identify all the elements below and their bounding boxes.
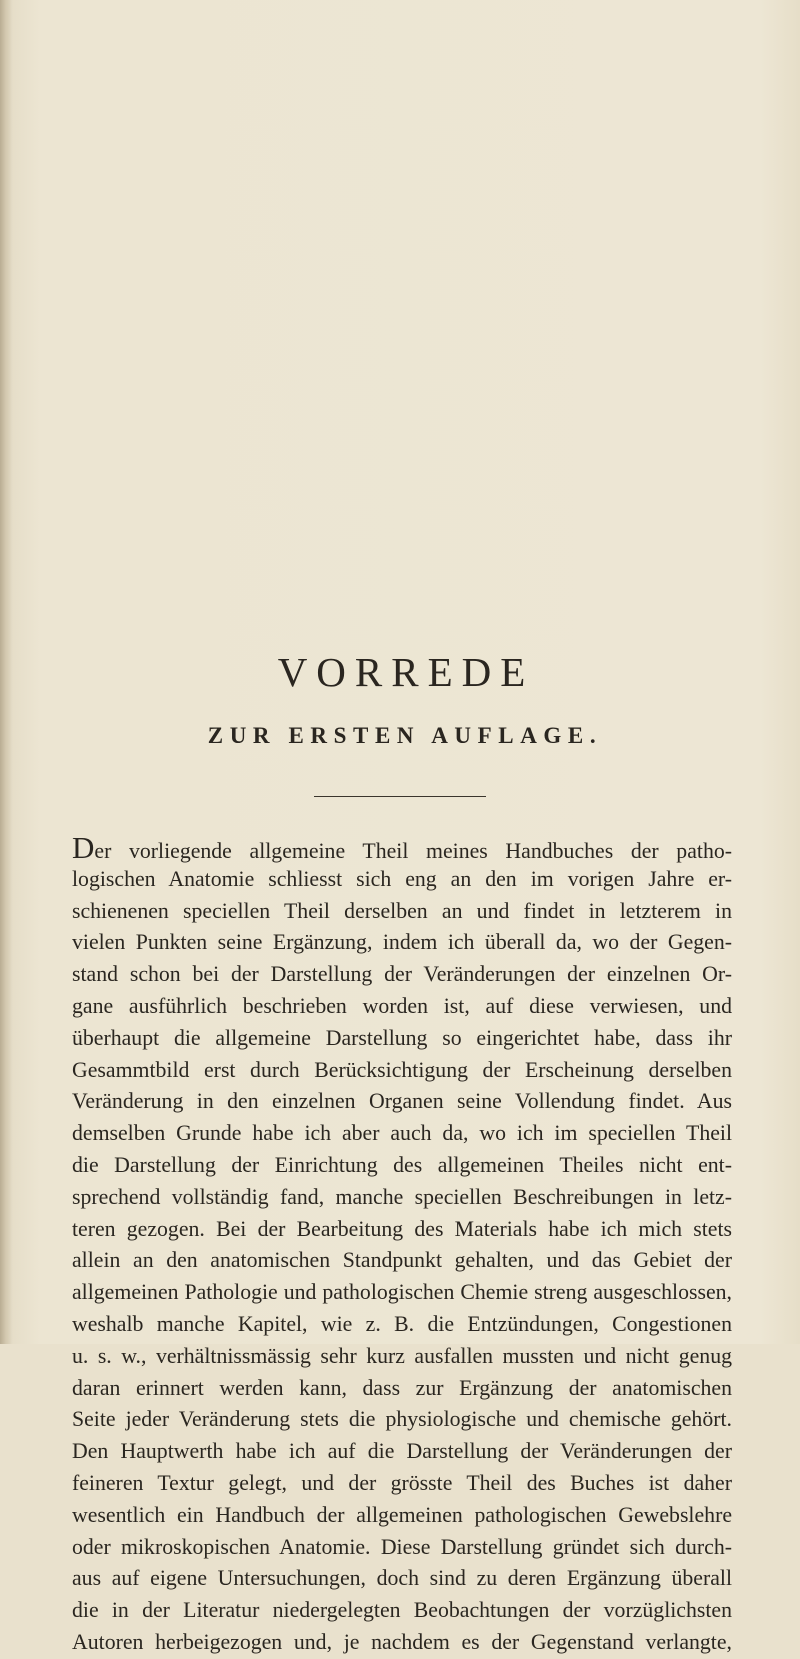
text-line-first	[72, 832, 732, 864]
text-line: die in der Literatur niedergelegten Beobachtungen der vorzüglichsten	[72, 1598, 732, 1623]
text-line: teren gezogen. Bei der Bearbeitung des Materials habe ich mich stets	[72, 1216, 732, 1241]
text-line-first-rest: er vorliegende allgemeine Theil meines Handbuches der patho-	[94, 839, 732, 863]
text-line: Veränderung in den einzelnen Organen seine Vollendung findet. Aus	[72, 1089, 732, 1114]
page-subtitle: ZUR ERSTEN AUFLAGE.	[207, 723, 603, 748]
text-line: schienenen speciellen Theil derselben an und findet in letzterem in	[72, 898, 732, 923]
text-line: aus auf eigene Untersuchungen, doch sind zu deren Ergänzung überall	[72, 1566, 732, 1591]
text-line: stand schon bei der Darstellung der Veränderungen der einzelnen Or-	[72, 962, 732, 987]
preface-body	[72, 832, 732, 1659]
text-line: daran erinnert werden kann, dass zur Ergänzung der anatomischen	[72, 1375, 732, 1400]
text-line: gane ausführlich beschrieben worden ist, auf diese verwiesen, und	[72, 993, 732, 1018]
text-line: die Darstellung der Einrichtung des allgemeinen Theiles nicht ent-	[72, 1152, 732, 1177]
page-title: VORREDE	[277, 649, 535, 695]
text-line: Autoren herbeigezogen und, je nachdem es der Gegenstand verlangte,	[72, 1629, 732, 1654]
text-line: sprechend vollständig fand, manche speciellen Beschreibungen in letz-	[72, 1184, 732, 1209]
text-line: Gesammtbild erst durch Berücksichtigung der Erscheinung derselben	[72, 1057, 732, 1082]
text-line: Seite jeder Veränderung stets die physiologische und chemische gehört.	[72, 1407, 732, 1432]
text-line: Den Hauptwerth habe ich auf die Darstellung der Veränderungen der	[72, 1439, 732, 1464]
text-line: demselben Grunde habe ich aber auch da, wo ich im speciellen Theil	[72, 1121, 732, 1146]
drop-cap-initial: D	[72, 830, 95, 865]
text-line: feineren Textur gelegt, und der grösste Theil des Buches ist daher	[72, 1470, 732, 1495]
text-line: überhaupt die allgemeine Darstellung so eingerichtet habe, dass ihr	[72, 1025, 732, 1050]
text-line: allgemeinen Pathologie und pathologischen Chemie streng ausgeschlossen,	[72, 1280, 732, 1305]
title-divider	[314, 796, 486, 797]
text-line: allein an den anatomischen Standpunkt gehalten, und das Gebiet der	[72, 1248, 732, 1273]
text-line: wesentlich ein Handbuch der allgemeinen pathologischen Gewebslehre	[72, 1502, 732, 1527]
text-line: u. s. w., verhältnissmässig sehr kurz ausfallen mussten und nicht genug	[72, 1343, 732, 1368]
text-line: vielen Punkten seine Ergänzung, indem ich überall da, wo der Gegen-	[72, 930, 732, 955]
text-line: logischen Anatomie schliesst sich eng an den im vorigen Jahre er-	[72, 866, 732, 891]
text-line: oder mikroskopischen Anatomie. Diese Darstellung gründet sich durch-	[72, 1534, 732, 1559]
text-line: weshalb manche Kapitel, wie z. B. die Entzündungen, Congestionen	[72, 1311, 732, 1336]
